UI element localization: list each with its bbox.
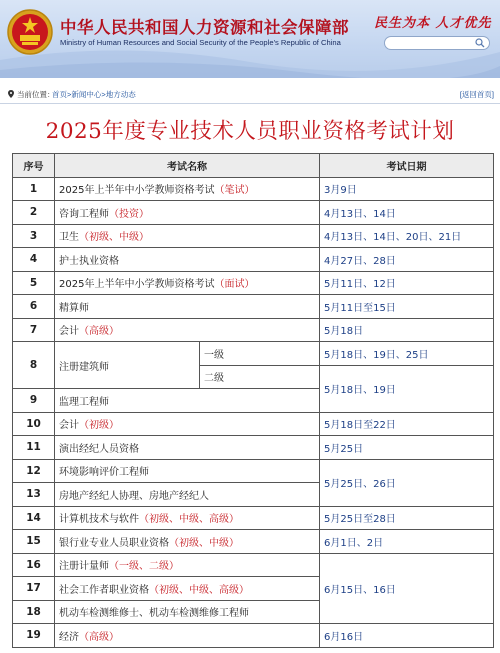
exam-title: 会计 <box>59 420 79 432</box>
exam-name <box>55 201 320 225</box>
table-row <box>13 530 494 554</box>
exam-name <box>55 271 320 295</box>
page-title: 2025年度专业技术人员职业资格考试计划 <box>45 119 455 144</box>
exam-name <box>55 342 200 389</box>
exam-date: 5月18日、19日、25日 <box>320 342 494 366</box>
exam-title: 经济 <box>59 631 79 643</box>
exam-date: 6月16日 <box>320 624 494 648</box>
exam-title: 监理工程师 <box>59 396 109 408</box>
row-num: 19 <box>13 624 55 648</box>
table-row <box>13 553 494 577</box>
row-num: 13 <box>13 483 55 507</box>
exam-name <box>55 483 320 507</box>
table-row <box>13 436 494 460</box>
table-row <box>13 624 494 648</box>
exam-title: 护士执业资格 <box>59 255 119 267</box>
exam-title: 卫生 <box>59 232 79 244</box>
breadcrumb-path-link[interactable]: 首页>新闻中心>地方动态 <box>52 90 136 99</box>
exam-name <box>55 577 320 601</box>
row-num: 14 <box>13 506 55 530</box>
exam-title: 计算机技术与软件 <box>59 514 139 526</box>
table-row <box>13 271 494 295</box>
row-num: 15 <box>13 530 55 554</box>
row-num: 16 <box>13 553 55 577</box>
table-row <box>13 412 494 436</box>
exam-title: 2025年上半年中小学教师资格考试 <box>59 185 215 197</box>
breadcrumb-label: 当前位置： <box>17 90 55 99</box>
exam-title: 银行业专业人员职业资格 <box>59 537 169 549</box>
exam-name <box>55 177 320 201</box>
exam-name <box>55 530 320 554</box>
exam-title: 房地产经纪人协理、房地产经纪人 <box>59 490 209 502</box>
exam-note: （面试） <box>214 279 255 291</box>
exam-name <box>55 436 320 460</box>
exam-note: （初级） <box>79 420 119 432</box>
exam-sub-level: 一级 <box>200 342 320 366</box>
breadcrumb <box>0 84 500 104</box>
exam-note: （初级、中级、高级） <box>149 584 249 596</box>
national-emblem-icon[interactable] <box>6 8 54 56</box>
row-num: 4 <box>13 248 55 272</box>
row-num: 3 <box>13 224 55 248</box>
exam-note: （初级、中级、高级） <box>139 514 239 526</box>
back-home-link[interactable]: [返回首页] <box>459 90 494 99</box>
row-num: 10 <box>13 412 55 436</box>
exam-name <box>55 553 320 577</box>
exam-note: （初级、中级） <box>169 537 239 549</box>
location-pin-icon <box>8 90 14 98</box>
site-name-en: Ministry of Human Resources and Social Security of the People's Republic of China <box>60 38 341 47</box>
exam-note: （高级） <box>79 326 119 338</box>
search-icon[interactable] <box>475 38 485 48</box>
exam-title: 会计 <box>59 326 79 338</box>
exam-title: 注册计量师 <box>59 561 109 573</box>
table-row <box>13 177 494 201</box>
exam-date: 4月13日、14日、20日、21日 <box>320 224 494 248</box>
exam-note: （初级、中级） <box>79 232 149 244</box>
exam-note: （笔试） <box>214 185 255 197</box>
exam-name <box>55 295 320 319</box>
exam-date: 5月18日 <box>320 318 494 342</box>
table-row <box>13 342 494 366</box>
exam-name <box>55 624 320 648</box>
exam-name <box>55 389 320 413</box>
exam-date: 5月25日至28日 <box>320 506 494 530</box>
exam-name <box>55 459 320 483</box>
table-row <box>13 224 494 248</box>
header-exam-date: 考试日期 <box>320 154 494 178</box>
exam-date: 3月9日 <box>320 177 494 201</box>
exam-name <box>55 412 320 436</box>
exam-date: 5月11日至15日 <box>320 295 494 319</box>
search-input[interactable] <box>391 38 471 48</box>
exam-date: 4月27日、28日 <box>320 248 494 272</box>
exam-title: 2025年上半年中小学教师资格考试 <box>59 279 215 291</box>
exam-note: （一级、二级） <box>109 561 179 573</box>
slogan: 民生为本 人才优先 <box>374 16 492 31</box>
exam-date: 6月15日、16日 <box>320 553 494 624</box>
exam-note: （投资） <box>109 208 149 220</box>
table-row <box>13 201 494 225</box>
row-num: 5 <box>13 271 55 295</box>
table-row <box>13 295 494 319</box>
exam-sub-level: 二级 <box>200 365 320 389</box>
table-row <box>13 318 494 342</box>
exam-title: 咨询工程师 <box>59 208 109 220</box>
exam-date: 5月11日、12日 <box>320 271 494 295</box>
exam-date: 5月18日、19日 <box>320 365 494 412</box>
exam-date: 6月1日、2日 <box>320 530 494 554</box>
exam-date: 4月13日、14日 <box>320 201 494 225</box>
table-header-row <box>13 154 494 178</box>
exam-title: 机动车检测维修士、机动车检测维修工程师 <box>59 608 249 620</box>
header-num: 序号 <box>13 154 55 178</box>
table-row <box>13 506 494 530</box>
row-num: 11 <box>13 436 55 460</box>
exam-date: 5月18日至22日 <box>320 412 494 436</box>
row-num: 6 <box>13 295 55 319</box>
exam-name <box>55 506 320 530</box>
table-row <box>13 248 494 272</box>
row-num: 7 <box>13 318 55 342</box>
header-exam-name: 考试名称 <box>55 154 320 178</box>
row-num: 12 <box>13 459 55 483</box>
exam-note: （高级） <box>79 631 119 643</box>
exam-title: 演出经纪人员资格 <box>59 443 139 455</box>
search-box[interactable] <box>384 36 490 50</box>
exam-date: 5月25日、26日 <box>320 459 494 506</box>
row-num: 9 <box>13 389 55 413</box>
exam-title: 环境影响评价工程师 <box>59 467 149 479</box>
site-name-cn: 中华人民共和国人力资源和社会保障部 <box>60 18 349 37</box>
exam-title: 注册建筑师 <box>59 361 109 373</box>
row-num: 2 <box>13 201 55 225</box>
row-num: 18 <box>13 600 55 624</box>
row-num: 17 <box>13 577 55 601</box>
exam-title: 精算师 <box>59 302 89 314</box>
site-header <box>0 0 500 78</box>
row-num: 1 <box>13 177 55 201</box>
exam-name <box>55 600 320 624</box>
exam-date: 5月25日 <box>320 436 494 460</box>
row-num: 8 <box>13 342 55 389</box>
table-row <box>13 459 494 483</box>
exam-schedule-table <box>12 153 494 648</box>
exam-name <box>55 224 320 248</box>
exam-name <box>55 318 320 342</box>
exam-title: 社会工作者职业资格 <box>59 584 149 596</box>
exam-name <box>55 248 320 272</box>
